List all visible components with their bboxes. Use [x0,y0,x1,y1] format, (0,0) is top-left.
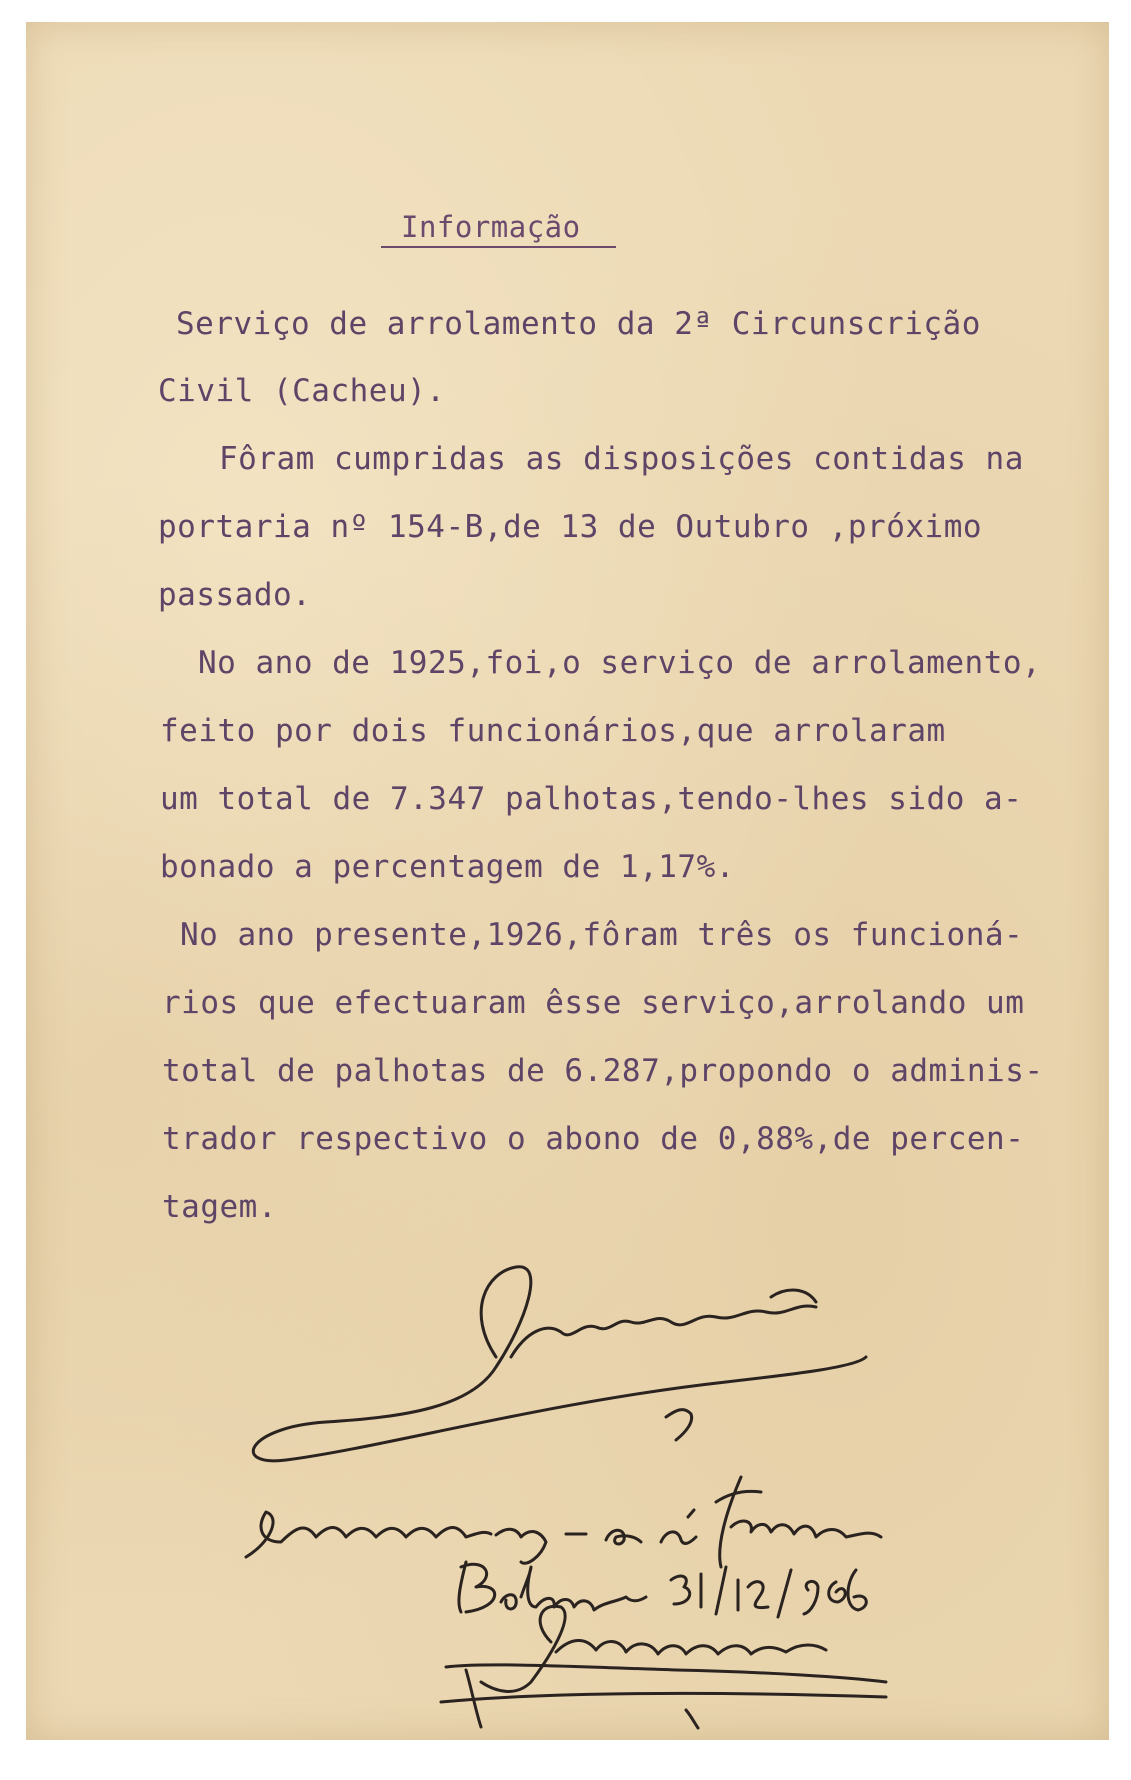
text-line: trador respectivo o abono de 0,88%,de percen- [162,1121,1025,1157]
text-line: um total de 7.347 palhotas,tendo-lhes sido a- [160,781,1023,817]
text-line: Fôram cumpridas as disposições contidas na [219,441,1024,477]
text-line: feito por dois funcionários,que arrolaram [160,713,946,749]
text-line: Serviço de arrolamento da 2ª Circunscrição [176,306,981,342]
handwritten-note-line-1 [246,1477,881,1567]
text-line: bonado a percentagem de 1,17%. [160,849,735,885]
text-line: No ano de 1925,foi,o serviço de arrolamento, [198,645,1042,681]
document-page [26,22,1109,1740]
document-title: Informação [381,210,616,248]
signature-2 [441,1606,886,1728]
text-line: tagem. [162,1189,277,1225]
text-line: Civil (Cacheu). [158,373,446,409]
signature-1 [253,1267,866,1461]
text-line: portaria nº 154-B,de 13 de Outubro ,próximo [158,509,983,545]
text-line: passado. [158,577,312,613]
text-line: No ano presente,1926,fôram três os funcioná- [180,917,1024,953]
text-line: total de palhotas de 6.287,propondo o adminis- [162,1053,1044,1089]
text-line: rios que efectuaram êsse serviço,arrolando um [162,985,1025,1021]
handwritten-note-line-2 [459,1562,866,1617]
